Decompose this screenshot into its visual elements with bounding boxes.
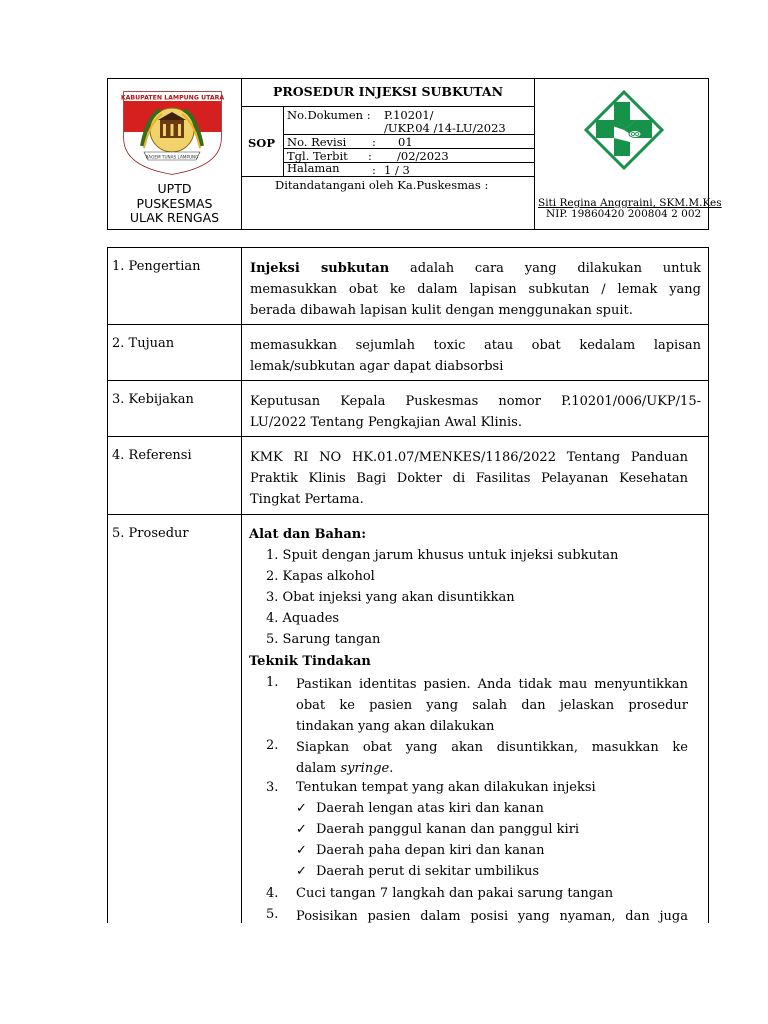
signatory-nip: NIP. 19860420 200804 2 002 <box>546 208 702 220</box>
step-2-line-1: Siapkan obat yang akan disuntikkan, masukkan ke <box>296 740 688 755</box>
doc-number-value: P.10201/ <box>384 108 434 122</box>
regional-logo <box>120 86 225 176</box>
site-item-3: Daerah paha depan kiri dan kanan <box>316 843 545 858</box>
site-check-icon-4: ✓ <box>296 864 307 879</box>
doc-number-label: No.Dokumen : <box>287 108 371 122</box>
referensi-line-3: Tingkat Pertama. <box>250 492 364 507</box>
pengertian-line-1-rest: adalah cara yang dilakukan untuk <box>410 261 701 276</box>
revision-label: No. Revisi <box>287 135 347 149</box>
signatory-name: Siti Regina Anggraini, SKM.M.Kes <box>538 197 722 209</box>
teknik-heading: Teknik Tindakan <box>249 654 371 669</box>
step-2-syringe: syringe <box>340 761 390 776</box>
site-check-icon-3: ✓ <box>296 843 307 858</box>
row-line-3 <box>107 436 709 437</box>
step-1-number: 1. <box>266 675 279 690</box>
row-line-1 <box>107 324 709 325</box>
step-4-text: Cuci tangan 7 langkah dan pakai sarung tangan <box>296 886 614 901</box>
page-sep: : <box>372 163 376 177</box>
site-item-4: Daerah perut di sekitar umbilikus <box>316 864 540 879</box>
issue-date-label: Tgl. Terbit <box>287 149 348 163</box>
kebijakan-line-1: Keputusan Kepala Puskesmas nomor P.10201/006/UKP/15- <box>250 394 701 409</box>
org-name <box>108 182 241 226</box>
pengertian-line-1 <box>250 258 701 279</box>
pengertian-line-3: berada dibawah lapisan kulit dengan menggunakan spuit. <box>250 303 633 318</box>
step-5-line-1: Posisikan pasien dalam posisi yang nyaman, dan juga <box>296 909 688 924</box>
alat-item-2: 2. Kapas alkohol <box>266 569 375 584</box>
doc-number-value-2: /UKP.04 /14-LU/2023 <box>384 121 506 135</box>
step-1-line-1: Pastikan identitas pasien. Anda tidak mau menyuntikkan <box>296 677 688 692</box>
site-item-1: Daerah lengan atas kiri dan kanan <box>316 801 544 816</box>
alat-item-4: 4. Aquades <box>266 611 340 626</box>
kebijakan-text <box>250 391 701 433</box>
alat-item-5: 5. Sarung tangan <box>266 632 381 647</box>
site-check-icon-2: ✓ <box>296 822 307 837</box>
pengertian-term: Injeksi subkutan <box>250 261 390 276</box>
step-1-line-2: obat ke pasien yang salah dan jelaskan prosedur <box>296 698 688 713</box>
step-2-number: 2. <box>266 738 279 753</box>
kebijakan-label: 3. Kebijakan <box>112 392 194 407</box>
step-5-number: 5. <box>266 907 279 922</box>
alat-heading: Alat dan Bahan: <box>249 527 367 542</box>
referensi-label: 4. Referensi <box>112 448 192 463</box>
row-line-4 <box>107 514 709 515</box>
page-label: Halaman <box>287 161 340 175</box>
revision-sep: : <box>372 135 376 149</box>
logo-motto-text: RAGEM TUNAS LAMPUNG <box>145 154 199 160</box>
pengertian-text <box>250 258 701 321</box>
puskesmas-logo <box>584 90 664 170</box>
logo-banner-text: KABUPATEN LAMPUNG UTARA <box>120 94 225 102</box>
document-title: PROSEDUR INJEKSI SUBKUTAN <box>272 84 504 99</box>
referensi-line-1: KMK RI NO HK.01.07/MENKES/1186/2022 Tentang Panduan <box>250 450 688 465</box>
step-2-line-2 <box>296 758 688 779</box>
site-item-2: Daerah panggul kanan dan panggul kiri <box>316 822 580 837</box>
step-1-line-3: tindakan yang akan dilakukan <box>296 719 495 734</box>
header-divider-2 <box>534 78 535 230</box>
step-2-line-2-post: . <box>389 761 394 776</box>
title-underline <box>241 106 535 107</box>
prosedur-label: 5. Prosedur <box>112 526 189 541</box>
regional-emblem-icon <box>120 86 225 176</box>
alat-item-3: 3. Obat injeksi yang akan disuntikkan <box>266 590 515 605</box>
step-3-text: Tentukan tempat yang akan dilakukan injeksi <box>296 780 596 795</box>
step-5-text <box>296 906 688 927</box>
step-1-text <box>296 674 688 737</box>
header-divider-1 <box>241 78 242 230</box>
org-line-2: PUSKESMAS <box>136 195 213 211</box>
tujuan-label: 2. Tujuan <box>112 336 175 351</box>
puskesmas-cross-icon <box>584 90 664 170</box>
kebijakan-line-2: LU/2022 Tentang Pengkajian Awal Klinis. <box>250 415 522 430</box>
referensi-line-2: Praktik Klinis Bagi Dokter di Fasilitas Pelayanan Kesehatan <box>250 471 688 486</box>
page-value: 1 / 3 <box>384 163 410 177</box>
signed-by-label: Ditandatangani oleh Ka.Puskesmas : <box>275 178 489 192</box>
step-2-text <box>296 737 688 779</box>
step-3-number: 3. <box>266 780 279 795</box>
issue-date-value: /02/2023 <box>397 149 449 163</box>
pengertian-label: 1. Pengertian <box>112 259 201 274</box>
tujuan-line-1: memasukkan sejumlah toxic atau obat kedalam lapisan <box>250 338 701 353</box>
alat-item-1: 1. Spuit dengan jarum khusus untuk injeksi subkutan <box>266 548 619 563</box>
step-4-number: 4. <box>266 886 279 901</box>
content-divider <box>241 247 242 923</box>
tujuan-text <box>250 335 701 377</box>
step-2-line-2-pre: dalam <box>296 761 341 776</box>
org-line-1: UPTD <box>157 181 192 196</box>
pengertian-line-2: memasukkan obat ke dalam lapisan subkutan / lemak yang <box>250 282 701 297</box>
row-line-2 <box>107 380 709 381</box>
referensi-text <box>250 447 688 510</box>
sop-divider <box>283 106 284 176</box>
tujuan-line-2: lemak/subkutan agar dapat diabsorbsi <box>250 359 504 374</box>
revision-value: 01 <box>398 135 413 149</box>
site-check-icon-1: ✓ <box>296 801 307 816</box>
sop-label: SOP <box>248 136 275 150</box>
org-line-3: ULAK RENGAS <box>129 210 220 225</box>
issue-date-sep: : <box>368 149 372 163</box>
